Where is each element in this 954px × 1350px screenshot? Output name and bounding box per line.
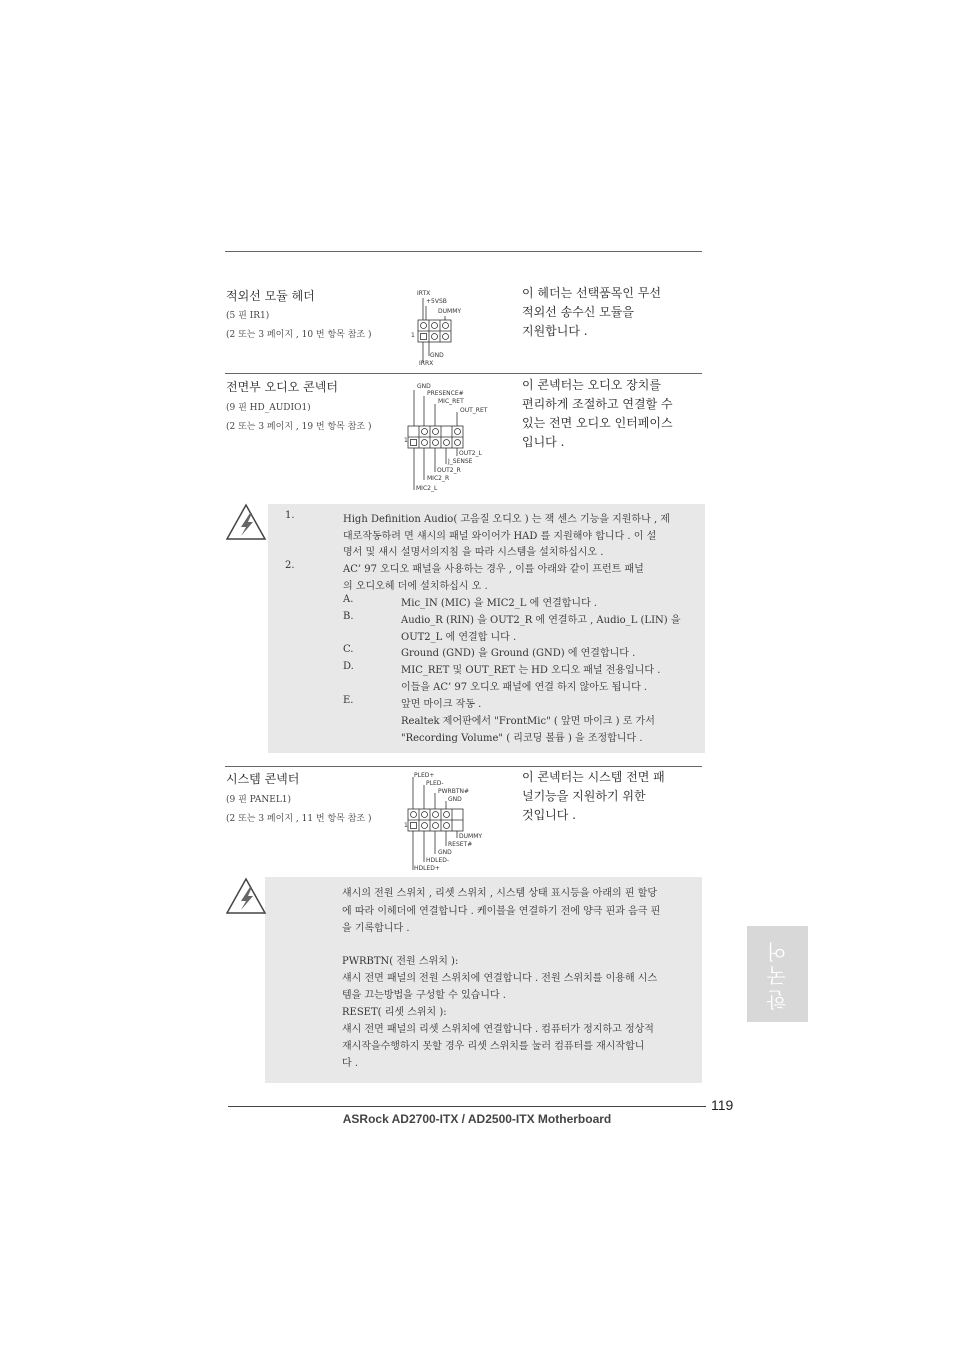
- panel-sub-pin: (9 핀 PANEL1): [226, 795, 292, 805]
- panel-sub-ref: (2 또는 3 페이지 , 11 번 항목 참조 ): [226, 814, 372, 824]
- footer-title: ASRock AD2700-ITX / AD2500-ITX Motherboard: [342, 1112, 612, 1126]
- divider-ir: [225, 373, 702, 374]
- audio-pin-diagram: GND PRESENCE# MIC_RET OUT_RET 1 OUT2_L J_SENSE OUT2_R MIC2_R MIC2_L: [404, 383, 488, 492]
- footer-rule: [228, 1106, 706, 1107]
- panel-pin-diagram: PLED+ PLED- PWRBTN# GND 1 DUMMY RESET# GND HDLED- HDLED+: [404, 772, 483, 872]
- language-tab-label: 한국어: [766, 938, 790, 1010]
- warning-icon: [226, 877, 268, 915]
- ir-sub-pin: (5 핀 IR1): [226, 311, 270, 321]
- ir-pin-diagram: IRTX +5VSB DUMMY 1 GND IRRX: [411, 290, 462, 367]
- panel-description: 이 콘넥터는 시스템 전면 패 널기능을 지원하기 위한 것입니다 .: [522, 770, 665, 822]
- audio-sub-ref: (2 또는 3 페이지 , 19 번 항목 참조 ): [226, 422, 372, 432]
- audio-title: 전면부 오디오 콘넥터: [226, 380, 338, 394]
- page-number: 119: [711, 1097, 734, 1113]
- ir-sub-ref: (2 또는 3 페이지 , 10 번 항목 참조 ): [226, 330, 372, 340]
- top-rule: [225, 251, 702, 252]
- language-side-tab: [747, 926, 808, 1022]
- audio-sub-pin: (9 핀 HD_AUDIO1): [226, 403, 311, 413]
- ir-description: 이 헤더는 선택품목인 무선 적외선 송수신 모듈을 지원합니다 .: [522, 286, 661, 338]
- audio-description: 이 콘넥터는 오디오 장치를 편리하게 조절하고 연결할 수 있는 전면 오디오 인터페이스 입니다 .: [522, 378, 673, 449]
- panel-title: 시스템 콘넥터: [226, 772, 300, 786]
- warning-icon: [226, 503, 268, 541]
- divider-panel: [225, 766, 702, 767]
- ir-title: 적외선 모듈 헤더: [226, 289, 315, 303]
